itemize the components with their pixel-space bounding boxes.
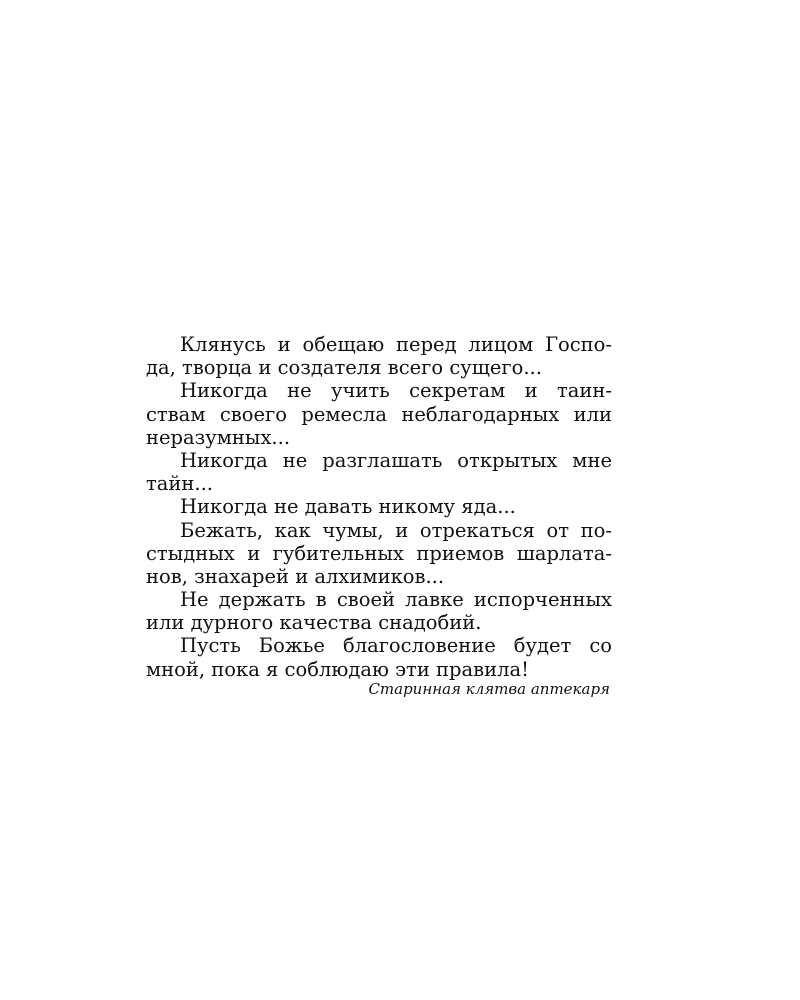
text-line: Никогда не давать никому яда...	[180, 495, 516, 519]
text-line: Клянусь и обещаю перед лицом Госпо-	[180, 333, 612, 356]
text-line: стыдных и губительных приемов шарлата-	[146, 541, 612, 565]
text-line: тайн...	[146, 472, 214, 496]
text-line: Пусть Божье благословение будет со	[180, 634, 612, 658]
text-line: Бежать, как чумы, и отрекаться от по-	[180, 518, 612, 542]
text-line: неразумных...	[146, 425, 291, 449]
text-line: ствам своего ремесла неблагодарных или	[146, 402, 612, 426]
attribution: Старинная клятва аптекаря	[368, 680, 610, 698]
text-line: нов, знахарей и алхимиков...	[146, 564, 445, 588]
text-line: Никогда не разглашать открытых мне	[180, 448, 612, 472]
text-line: да, творца и создателя всего сущего...	[146, 356, 542, 380]
text-line: Никогда не учить секретам и таин-	[180, 379, 612, 403]
text-line: или дурного качества снадобий.	[146, 611, 482, 635]
text-line: мной, пока я соблюдаю эти правила!	[146, 657, 529, 681]
text-line: Не держать в своей лавке испорченных	[180, 588, 612, 612]
epigraph-text	[146, 333, 612, 681]
